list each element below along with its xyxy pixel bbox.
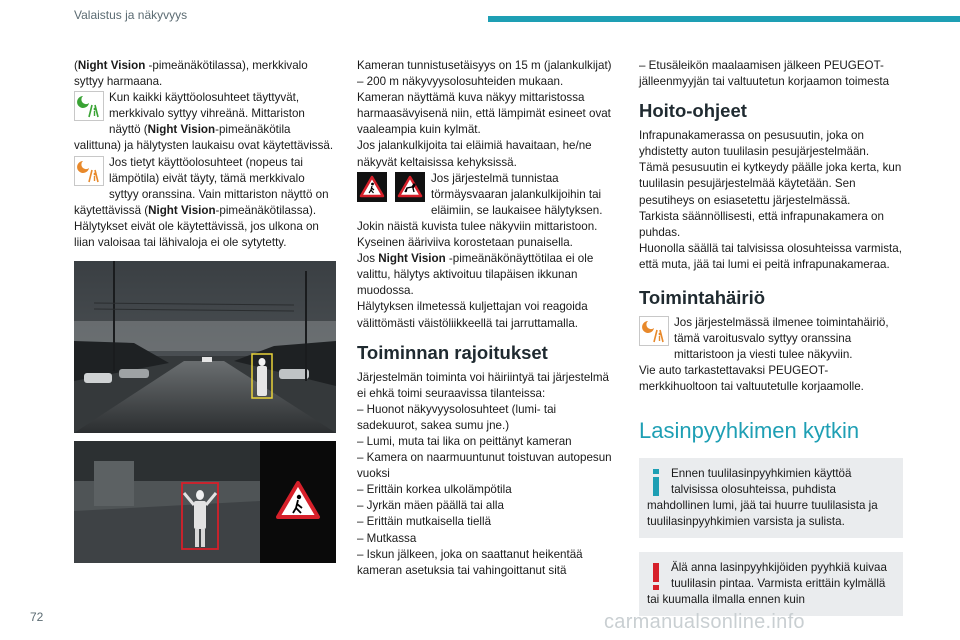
paragraph: (Night Vision -pimeänäkötilassa), merkkivalo syttyy harmaana. — [74, 59, 308, 89]
column-2 — [357, 58, 619, 579]
paragraph-green-indicator: Kun kaikki käyttöolosuhteet täyttyvät, merkkivalo syttyy vihreänä. Mittariston näyttö (Night Vision-pimeänäkötila valittuna) ja hälytysten laukaisu ovat käytettävissä. — [74, 91, 334, 153]
paragraph: Jos Night Vision -pimeänäkönäyttötilaa ei ole valittu, hälytys aktivoituu tilapäisen ikkunan muodossa. — [357, 252, 594, 298]
heading-wiper-switch: Lasinpyyhkimen kytkin — [639, 417, 860, 443]
page-number: 72 — [30, 610, 44, 624]
heading-care: Hoito-ohjeet — [639, 100, 747, 122]
list-item: – Iskun jälkeen, joka on saattanut heikentää kameran asetuksia tai vahingoittanut sitä — [357, 547, 583, 577]
list-item: – Jyrkän mäen päällä tai alla — [357, 499, 504, 513]
paragraph: Kameran tunnistusetäisyys on 15 m (jalankulkijat) – 200 m näkyvyysolosuhteiden mukaan. — [357, 59, 612, 89]
pedestrian-alert-image — [74, 441, 336, 563]
paragraph: Hälytyksen ilmetessä kuljettajan voi reagoida välittömästi väistöliikkeellä tai jarruttamalla. — [357, 300, 588, 330]
paragraph: Tarkista säännöllisesti, että infrapunakamera on puhdas. — [639, 209, 884, 239]
thermal-pedestrian-scene — [74, 441, 336, 563]
heading-limitations: Toiminnan rajoitukset — [357, 341, 548, 363]
heading-fault: Toimintahäiriö — [639, 287, 766, 309]
watermark: carmanualsonline.info — [604, 611, 805, 633]
warning-exclamation-icon — [649, 561, 663, 591]
section-title: Valaistus ja näkyvyys — [74, 8, 188, 22]
paragraph-collision-alert: Jos järjestelmä tunnistaa törmäysvaaran jalankulkijoihin tai eläimiin, se laukaisee hälytyksen. Jokin näistä kuvista tulee näkyviin mittaristoon. Kyseinen ääriviiva korostetaan punaisella. — [357, 171, 603, 250]
paragraph: Järjestelmän toiminta voi häiriintyä tai järjestelmä ei ehkä toimi seuraavissa tilanteissa: — [357, 370, 609, 400]
alert-icons — [357, 172, 425, 202]
paragraph-orange-indicator: Jos tietyt käyttöolosuhteet (nopeus tai lämpötila) eivät täyty, tämä merkkivalo syttyy oranssina. Vain mittariston näyttö on käytettävissä (Night Vision-pimeänäkötilassa). Hälytykset eivät ole käytettävissä, jos ulkona on liian valoisaa tai lähivaloja ei ole sytytetty. — [74, 155, 329, 250]
paragraph-fault-indicator: Jos järjestelmässä ilmenee toimintahäiriö, tämä varoitusvalo syttyy oranssina mittaristoon ja viesti tulee näkyviin. — [639, 315, 903, 363]
night-vision-fault-icon — [639, 316, 669, 346]
info-icon — [649, 467, 663, 497]
list-item: – Huonot näkyvyysolosuhteet (lumi- tai sadekuurot, sakea sumu jne.) — [357, 402, 557, 432]
column-1 — [74, 58, 336, 563]
list-item: – Kamera on naarmuuntunut toistuvan autopesun vuoksi — [357, 451, 612, 481]
animal-warning-icon — [395, 172, 425, 202]
paragraph: Kameran näyttämä kuva näkyy mittaristossa harmaasävyisenä niin, että lämpimät esineet ovat vaaleampia kuin kylmät. — [357, 91, 611, 137]
info-box: Ennen tuulilasinpyyhkimien käyttöä talvisissa olosuhteissa, puhdista mahdollinen lumi, jää tai huurre tuulilasista ja tuulilasinpyyhkimien varsista ja sulista. — [639, 458, 903, 538]
night-vision-green-icon — [74, 91, 104, 121]
limitations-list — [357, 402, 619, 579]
night-vision-orange-icon — [74, 156, 104, 186]
header-accent-bar — [488, 16, 960, 22]
paragraph: Tämä pesusuutin ei kytkeydy päälle joka kerta, kun tuulilasin pesujärjestelmää käytetään. Sen pesutiheys on esiasetettu järjestelmässä. — [639, 161, 902, 207]
paragraph: Huonolla säällä tai talvisissa olosuhteissa varmista, että muta, jää tai lumi ei peitä infrapunakameraa. — [639, 241, 902, 271]
pedestrian-warning-icon — [357, 172, 387, 202]
list-item: – Lumi, muta tai lika on peittänyt kameran — [357, 434, 572, 448]
list-item: – Erittäin korkea ulkolämpötila — [357, 483, 512, 497]
paragraph: Vie auto tarkastettavaksi PEUGEOT-merkkihuoltoon tai valtuutetulle korjaamolle. — [639, 364, 864, 394]
thermal-road-scene — [74, 261, 336, 433]
paragraph: – Etusäleikön maalaamisen jälkeen PEUGEOT-jälleenmyyjän tai valtuutetun korjaamon toimesta — [639, 59, 890, 89]
night-vision-road-image — [74, 261, 336, 433]
paragraph: Infrapunakamerassa on pesusuutin, joka on yhdistetty auton tuulilasin pesujärjestelmään. — [639, 129, 870, 159]
list-item: – Erittäin mutkaisella tiellä — [357, 515, 492, 529]
list-item: – Mutkassa — [357, 531, 417, 545]
column-3 — [639, 58, 903, 616]
warning-box: Älä anna lasinpyyhkijöiden pyyhkiä kuivaa tuulilasin pintaa. Varmista erittäin kylmällä tai kuumalla ilmalla ennen kuin — [639, 552, 903, 616]
paragraph: Jos jalankulkijoita tai eläimiä havaitaan, he/ne näkyvät keltaisissa kehyksissä. — [357, 139, 592, 169]
